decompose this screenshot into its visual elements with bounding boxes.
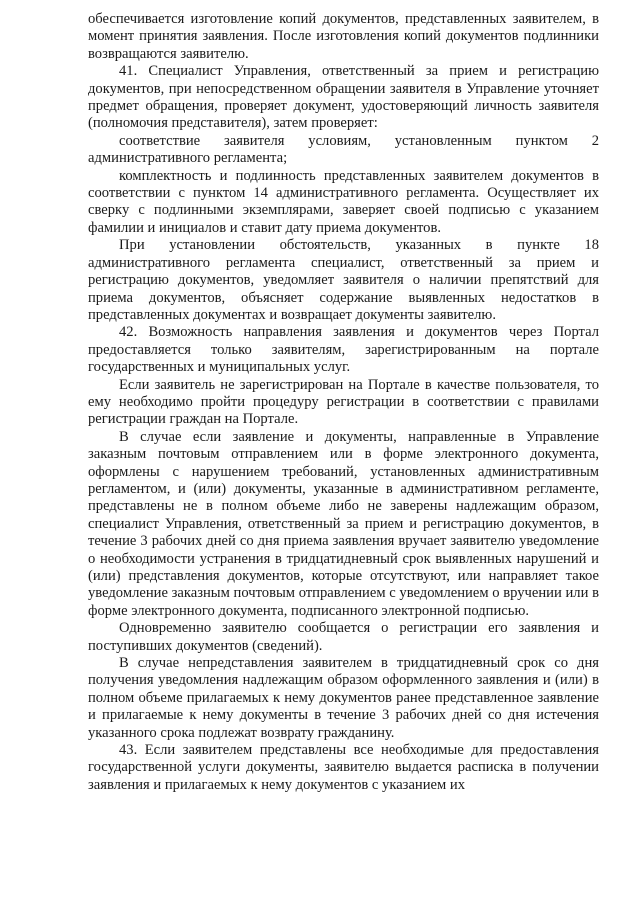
paragraph-portal-registration: Если заявитель не зарегистрирован на Портале в качестве пользователя, то ему необходимо пройти процедуру регистрации в соответствии с правилами регистрации граждан на Портале. [88, 376, 599, 428]
paragraph-return-documents: В случае непредставления заявителем в тридцатидневный срок со дня получения уведомления надлежащим образом оформленного заявления и (или) в полном объеме прилагаемых к нему документов ранее представленное заявление и прилагаемые к нему документы в течение 3 рабочих дней со дня истечения указанного срока подлежат возврату гражданину. [88, 655, 599, 741]
paragraph-check-completeness: комплектность и подлинность представленных заявителем документов в соответствии с пунктом 14 административного регламента. Осуществляет их сверку с подлинными экземплярами, заверяет своей подписью с указанием фамилии и инициалов и ставит дату приема документов. [88, 167, 599, 236]
paragraph-item-41: 41. Специалист Управления, ответственный за прием и регистрацию документов, при непосредственном обращении заявителя в Управление уточняет предмет обращения, проверяет документ, удостоверяющий личность заявителя (полномочия представителя), затем проверяет: [88, 63, 599, 132]
paragraph-obstacles: При установлении обстоятельств, указанных в пункте 18 административного регламента специалист, ответственный за прием и регистрацию документов, уведомляет заявителя о наличии препятствий для приема документов, объясняет содержание выявленных недостатков в представленных документах и возвращает документы заявителю. [88, 237, 599, 323]
paragraph-registration-notice: Одновременно заявителю сообщается о регистрации его заявления и поступивших документов (сведений). [88, 620, 599, 654]
paragraph-continuation: обеспечивается изготовление копий документов, представленных заявителем, в момент принятия заявления. После изготовления копий документов подлинники возвращаются заявителю. [88, 11, 599, 62]
document-page [88, 11, 599, 794]
paragraph-item-43: 43. Если заявителем представлены все необходимые для предоставления государственной услуги документы, заявителю выдается расписка в получении заявления и прилагаемых к нему документов с указанием их [88, 742, 599, 793]
paragraph-violations-notice: В случае если заявление и документы, направленные в Управление заказным почтовым отправлением или в форме электронного документа, оформлены с нарушением требований, установленных административным регламентом, и (или) документы, указанные в административном регламенте, представлены не в полном объеме либо не заверены надлежащим образом, специалист Управления, ответственный за прием и регистрацию документов, в течение 3 рабочих дней со дня приема заявления вручает заявителю уведомление о необходимости устранения в тридцатидневный срок выявленных нарушений и (или) представления документов, которые отсутствуют, или направляет такое уведомление заказным почтовым отправлением с уведомлением о вручении или в форме электронного документа, подписанного электронной подписью. [88, 428, 599, 619]
paragraph-item-42: 42. Возможность направления заявления и документов через Портал предоставляется только заявителям, зарегистрированным на портале государственных и муниципальных услуг. [88, 324, 599, 376]
paragraph-check-conditions: соответствие заявителя условиям, установленным пунктом 2 административного регламента; [88, 132, 599, 167]
